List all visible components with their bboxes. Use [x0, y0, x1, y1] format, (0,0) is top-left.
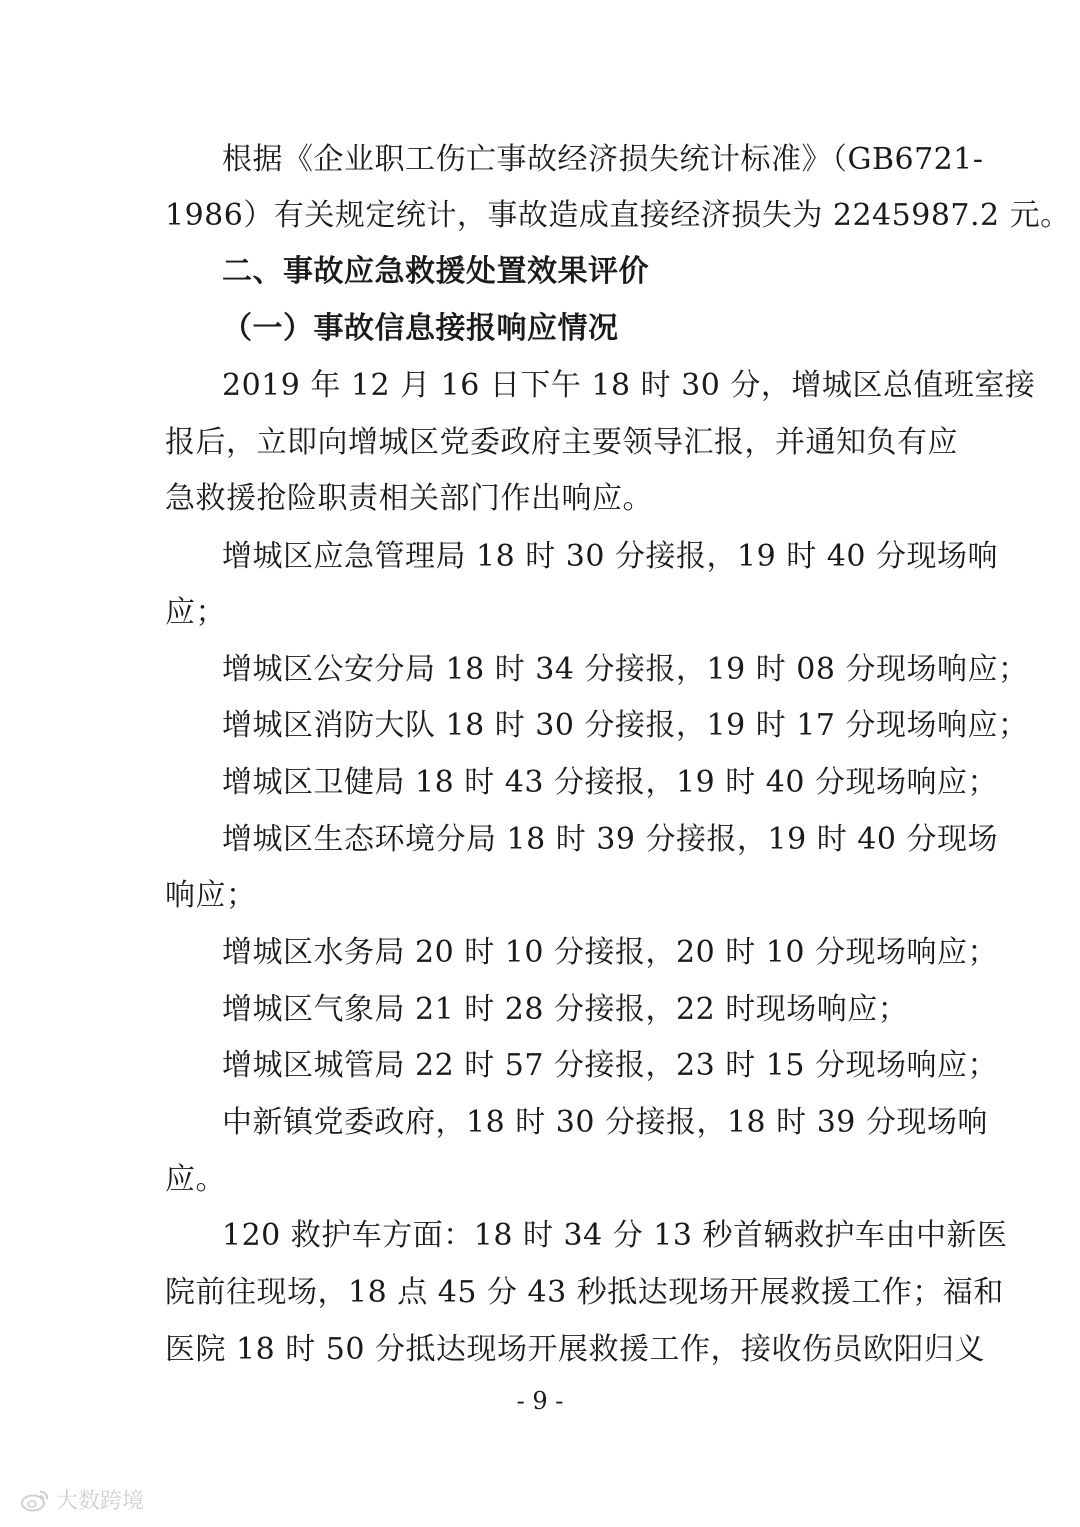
- paragraph-line: 1986）有关规定统计，事故造成直接经济损失为 2245987.2 元。: [165, 198, 1071, 233]
- paragraph-line: 增城区公安分局 18 时 34 分接报，19 时 08 分现场响应；: [222, 652, 1029, 687]
- paragraph-line: 增城区消防大队 18 时 30 分接报，19 时 17 分现场响应；: [222, 708, 1029, 743]
- paragraph-line: 2019 年 12 月 16 日下午 18 时 30 分，增城区总值班室接: [222, 368, 1036, 403]
- paragraph-line: 急救援抢险职责相关部门作出响应。: [165, 481, 653, 516]
- paragraph-line: 增城区生态环境分局 18 时 39 分接报，19 时 40 分现场: [222, 822, 998, 857]
- watermark-text: 大数跨境: [56, 1489, 145, 1514]
- section-heading: 二、事故应急救援处置效果评价: [222, 254, 649, 289]
- paragraph-line: 报后，立即向增城区党委政府主要领导汇报，并通知负有应: [165, 425, 958, 460]
- watermark: [20, 1484, 144, 1515]
- paragraph-line: 应。: [165, 1162, 226, 1197]
- paragraph-line: 根据《企业职工伤亡事故经济损失统计标准》（GB6721-: [222, 142, 984, 177]
- paragraph-line: 院前往现场，18 点 45 分 43 秒抵达现场开展救援工作；福和: [165, 1275, 1004, 1310]
- paragraph-line: 医院 18 时 50 分抵达现场开展救援工作，接收伤员欧阳归义: [165, 1332, 985, 1367]
- paragraph-line: 响应；: [165, 878, 257, 913]
- page-number: - 9 -: [516, 1387, 564, 1415]
- paragraph-line: 中新镇党委政府，18 时 30 分接报，18 时 39 分现场响: [222, 1105, 988, 1140]
- weibo-logo-icon: [20, 1488, 50, 1512]
- paragraph-line: 增城区应急管理局 18 时 30 分接报，19 时 40 分现场响: [222, 539, 998, 574]
- paragraph-line: 增城区气象局 21 时 28 分接报，22 时现场响应；: [222, 992, 909, 1027]
- subsection-heading: （一）事故信息接报响应情况: [222, 311, 619, 346]
- paragraph-line: 应；: [165, 595, 226, 630]
- paragraph-line: 增城区卫健局 18 时 43 分接报，19 时 40 分现场响应；: [222, 765, 998, 800]
- paragraph-line: 增城区水务局 20 时 10 分接报，20 时 10 分现场响应；: [222, 935, 998, 970]
- paragraph-line: 120 救护车方面：18 时 34 分 13 秒首辆救护车由中新医: [222, 1218, 1008, 1253]
- paragraph-line: 增城区城管局 22 时 57 分接报，23 时 15 分现场响应；: [222, 1048, 998, 1083]
